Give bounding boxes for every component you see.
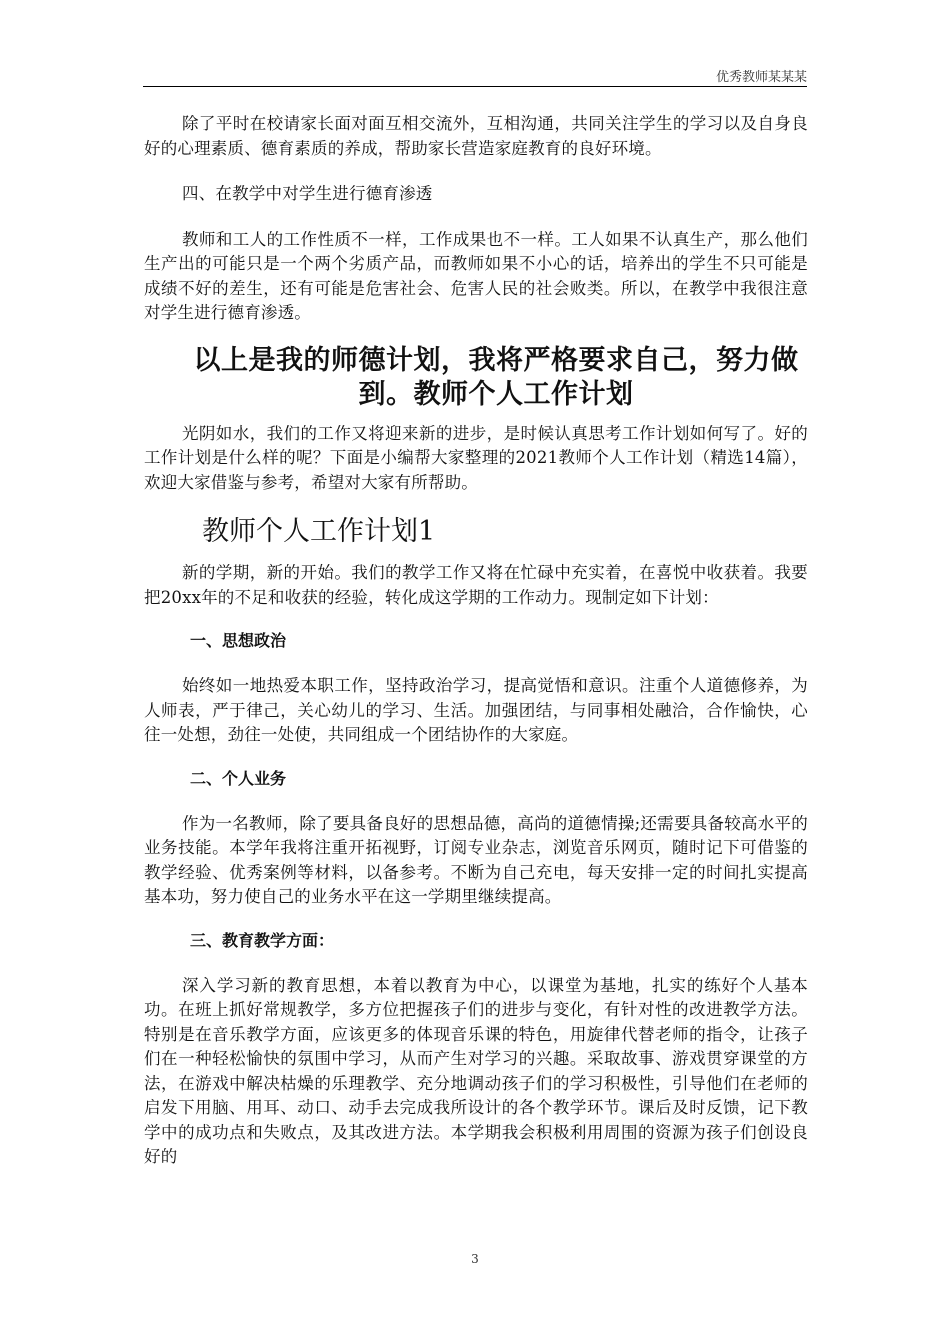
section-heading-moral-education: 四、在教学中对学生进行德育渗透 [182,184,433,203]
paragraph-teacher-vs-worker: 教师和工人的工作性质不一样，工作成果也不一样。工人如果不认真生产，那么他们生产出的可能只是一个两个劣质产品，而教师如果不小心的话，培养出的学生不只可能是成绩不好的差生，还有可能是危害社会、危害人民的社会败类。所以，在教学中我很注意对学生进行德育渗透。 [144,229,808,322]
paragraph-politics: 始终如一地热爱本职工作，坚持政治学习，提高觉悟和意识。注重个人道德修养，为人师表，严于律己，关心幼儿的学习、生活。加强团结，与同事相处融洽，合作愉快，心往一处想，劲往一处使，共同组成一个团结协作的大家庭。 [144,676,808,744]
paragraph-new-semester: 新的学期，新的开始。我们的教学工作又将在忙碌中充实着，在喜悦中收获着。我要把20xx年的不足和收获的经验，转化成这学期的工作动力。现制定如下计划： [144,563,808,607]
paragraph-business: 作为一名教师，除了要具备良好的思想品德，高尚的道德情操;还需要具备较高水平的业务技能。本学年我将注重开拓视野，订阅专业杂志，浏览音乐网页，随时记下可借鉴的教学经验、优秀案例等材料，以备参考。不断为自己充电，每天安排一定的时间扎实提高基本功，努力使自己的业务水平在这一学期里继续提高。 [144,813,808,906]
plan-title: 教师个人工作计划1 [202,516,436,547]
page-number: 3 [471,1252,479,1266]
bold-summary-heading: 以上是我的师德计划，我将严格要求自己，努力做到。教师个人工作计划 [193,344,799,410]
paragraph-intro: 光阴如水，我们的工作又将迎来新的进步，是时候认真思考工作计划如何写了。好的工作计划是什么样的呢？下面是小编帮大家整理的2021教师个人工作计划（精选14篇），欢迎大家借鉴与参考，希望对大家有所帮助。 [144,423,808,492]
paragraph-teaching: 深入学习新的教育思想，本着以教育为中心，以课堂为基地，扎实的练好个人基本功。在班上抓好常规教学，多方位把握孩子们的进步与变化，有针对性的改进教学方法。特别是在音乐教学方面，应该更多的体现音乐课的特色，用旋律代替老师的指令，让孩子们在一种轻松愉快的氛围中学习，从而产生对学习的兴趣。采取故事、游戏贯穿课堂的方法，在游戏中解决枯燥的乐理教学、充分地调动孩子们的学习积极性，引导他们在老师的启发下用脑、用耳、动口、动手去完成我所设计的各个教学环节。课后及时反馈，记下教学中的成功点和失败点，及其改进方法。本学期我会积极利用周围的资源为孩子们创设良好的 [144,975,808,1166]
header-divider [143,86,807,87]
subheading-ideology-politics: 一、思想政治 [190,631,287,650]
header-title: 优秀教师某某某 [715,70,807,85]
subheading-personal-business: 二、个人业务 [190,768,287,788]
paragraph-parent-communication: 除了平时在校请家长面对面互相交流外，互相沟通，共同关注学生的学习以及自身良好的心理素质、德育素质的养成，帮助家长营造家庭教育的良好环境。 [144,114,808,158]
subheading-teaching: 三、教育教学方面： [190,930,335,950]
document-body [144,112,808,1170]
